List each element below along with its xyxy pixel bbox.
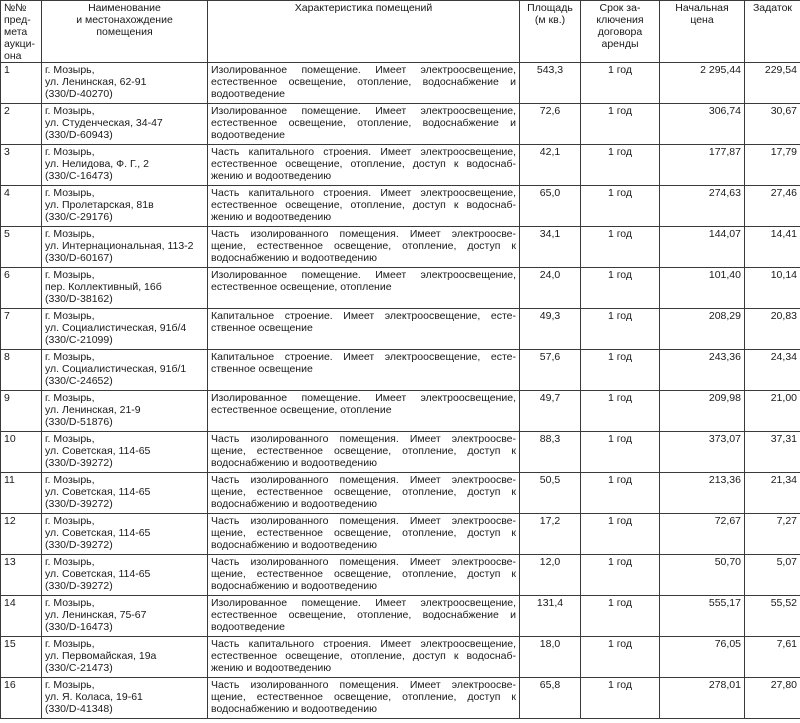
lot-number: 9 xyxy=(1,391,42,432)
lease-term: 1 год xyxy=(581,391,660,432)
location-street: пер. Коллективный, 16б xyxy=(45,281,162,293)
premises-description: Часть изолированного помещения. Имеет электроосве-щение, естественное освещение, отопление, доступ к водоснабжению и водоотведению xyxy=(208,555,520,596)
table-row xyxy=(1,63,800,104)
lease-term: 1 год xyxy=(581,596,660,637)
premises-description: Часть капитального строения. Имеет электроосвещение, естественное освещение, отопление, доступ к водоснаб-жению и водоотведению xyxy=(208,145,520,186)
location-code: (330/D-38162) xyxy=(45,293,113,305)
location-street: ул. Советская, 114-65 xyxy=(45,527,151,539)
premises-area: 49,7 xyxy=(520,391,581,432)
premises-location xyxy=(42,432,208,473)
starting-price: 76,05 xyxy=(660,637,745,678)
premises-location xyxy=(42,309,208,350)
lot-number: 11 xyxy=(1,473,42,514)
premises-area: 12,0 xyxy=(520,555,581,596)
premises-description: Изолированное помещение. Имеет электроосвещение, естественное освещение, отопление, водоснабжение и водоотведение xyxy=(208,63,520,104)
lot-number: 4 xyxy=(1,186,42,227)
location-street: ул. Социалистическая, 91б/4 xyxy=(45,322,187,334)
location-street: ул. Ленинская, 75-67 xyxy=(45,609,147,621)
table-body xyxy=(1,63,800,719)
deposit-amount: 37,31 xyxy=(745,432,800,473)
header-desc: Характеристика помещений xyxy=(208,1,520,63)
deposit-amount: 7,27 xyxy=(745,514,800,555)
lease-term: 1 год xyxy=(581,268,660,309)
starting-price: 209,98 xyxy=(660,391,745,432)
premises-area: 57,6 xyxy=(520,350,581,391)
location-street: ул. Студенческая, 34-47 xyxy=(45,117,163,129)
table-row xyxy=(1,637,800,678)
location-city: г. Мозырь, xyxy=(45,515,95,527)
deposit-amount: 21,34 xyxy=(745,473,800,514)
location-code: (330/C-24652) xyxy=(45,375,113,387)
premises-description: Часть изолированного помещения. Имеет электроосве-щение, естественное освещение, отопление, доступ к водоснабжению и водоотведению xyxy=(208,227,520,268)
starting-price: 278,01 xyxy=(660,678,745,719)
premises-location xyxy=(42,678,208,719)
starting-price: 72,67 xyxy=(660,514,745,555)
starting-price: 555,17 xyxy=(660,596,745,637)
location-city: г. Мозырь, xyxy=(45,64,95,76)
premises-location xyxy=(42,637,208,678)
lot-number: 14 xyxy=(1,596,42,637)
starting-price: 208,29 xyxy=(660,309,745,350)
lease-term: 1 год xyxy=(581,514,660,555)
lot-number: 7 xyxy=(1,309,42,350)
premises-description: Изолированное помещение. Имеет электроосвещение, естественное освещение, отопление xyxy=(208,268,520,309)
starting-price: 213,36 xyxy=(660,473,745,514)
lease-term: 1 год xyxy=(581,555,660,596)
lease-term: 1 год xyxy=(581,350,660,391)
location-street: ул. Советская, 114-65 xyxy=(45,486,151,498)
lot-number: 12 xyxy=(1,514,42,555)
header-price: Начальная цена xyxy=(660,1,745,63)
location-city: г. Мозырь, xyxy=(45,392,95,404)
premises-description: Капитальное строение. Имеет электроосвещение, есте-ственное освещение xyxy=(208,309,520,350)
premises-area: 543,3 xyxy=(520,63,581,104)
location-city: г. Мозырь, xyxy=(45,228,95,240)
location-code: (330/D-51876) xyxy=(45,416,113,428)
premises-location xyxy=(42,350,208,391)
location-city: г. Мозырь, xyxy=(45,597,95,609)
starting-price: 101,40 xyxy=(660,268,745,309)
lease-term: 1 год xyxy=(581,104,660,145)
premises-location xyxy=(42,104,208,145)
header-deposit: Задаток xyxy=(745,1,800,63)
premises-area: 49,3 xyxy=(520,309,581,350)
lot-number: 16 xyxy=(1,678,42,719)
header-term: Срок за- ключения договора аренды xyxy=(581,1,660,63)
deposit-amount: 24,34 xyxy=(745,350,800,391)
location-street: ул. Ленинская, 21-9 xyxy=(45,404,141,416)
location-street: ул. Ленинская, 62-91 xyxy=(45,76,147,88)
deposit-amount: 10,14 xyxy=(745,268,800,309)
location-code: (330/C-16473) xyxy=(45,170,113,182)
starting-price: 2 295,44 xyxy=(660,63,745,104)
location-code: (330/D-16473) xyxy=(45,621,113,633)
premises-location xyxy=(42,596,208,637)
header-area: Площадь (м кв.) xyxy=(520,1,581,63)
lot-number: 10 xyxy=(1,432,42,473)
table-row xyxy=(1,186,800,227)
location-city: г. Мозырь, xyxy=(45,433,95,445)
location-code: (330/D-41348) xyxy=(45,703,113,715)
lease-term: 1 год xyxy=(581,227,660,268)
location-city: г. Мозырь, xyxy=(45,351,95,363)
premises-area: 24,0 xyxy=(520,268,581,309)
lot-number: 6 xyxy=(1,268,42,309)
location-code: (330/D-60167) xyxy=(45,252,113,264)
premises-description: Часть изолированного помещения. Имеет электроосве-щение, естественное освещение, отопление, доступ к водоснабжению и водоотведению xyxy=(208,473,520,514)
premises-area: 72,6 xyxy=(520,104,581,145)
starting-price: 144,07 xyxy=(660,227,745,268)
deposit-amount: 229,54 xyxy=(745,63,800,104)
premises-location xyxy=(42,63,208,104)
lease-term: 1 год xyxy=(581,63,660,104)
location-street: ул. Советская, 114-65 xyxy=(45,445,151,457)
location-city: г. Мозырь, xyxy=(45,187,95,199)
header-num: №№ пред- мета аукци- она xyxy=(1,1,42,63)
premises-area: 18,0 xyxy=(520,637,581,678)
lot-number: 5 xyxy=(1,227,42,268)
premises-description: Часть изолированного помещения. Имеет электроосве-щение, естественное освещение, отопление, доступ к водоснабжению и водоотведению xyxy=(208,432,520,473)
location-street: ул. Советская, 114-65 xyxy=(45,568,151,580)
lease-term: 1 год xyxy=(581,186,660,227)
premises-description: Капитальное строение. Имеет электроосвещение, есте-ственное освещение xyxy=(208,350,520,391)
premises-location xyxy=(42,186,208,227)
deposit-amount: 14,41 xyxy=(745,227,800,268)
premises-description: Часть изолированного помещения. Имеет электроосве-щение, естественное освещение, отопление, доступ к водоснабжению и водоотведению xyxy=(208,514,520,555)
lot-number: 13 xyxy=(1,555,42,596)
premises-location xyxy=(42,227,208,268)
location-code: (330/C-21099) xyxy=(45,334,113,346)
premises-location xyxy=(42,268,208,309)
table-row xyxy=(1,268,800,309)
premises-location xyxy=(42,391,208,432)
starting-price: 50,70 xyxy=(660,555,745,596)
location-code: (330/D-60943) xyxy=(45,129,113,141)
location-street: ул. Интернациональная, 113-2 xyxy=(45,240,194,252)
premises-description: Часть капитального строения. Имеет электроосвещение, естественное освещение, отопление, доступ к водоснаб-жению и водоотведению xyxy=(208,637,520,678)
location-city: г. Мозырь, xyxy=(45,474,95,486)
deposit-amount: 20,83 xyxy=(745,309,800,350)
premises-description: Изолированное помещение. Имеет электроосвещение, естественное освещение, отопление, водоснабжение и водоотведение xyxy=(208,104,520,145)
deposit-amount: 21,00 xyxy=(745,391,800,432)
premises-description: Часть капитального строения. Имеет электроосвещение, естественное освещение, отопление, доступ к водоснаб-жению и водоотведению xyxy=(208,186,520,227)
table-header xyxy=(1,1,800,63)
lease-term: 1 год xyxy=(581,678,660,719)
premises-location xyxy=(42,473,208,514)
location-city: г. Мозырь, xyxy=(45,638,95,650)
premises-area: 65,8 xyxy=(520,678,581,719)
location-city: г. Мозырь, xyxy=(45,269,95,281)
location-city: г. Мозырь, xyxy=(45,679,95,691)
premises-area: 34,1 xyxy=(520,227,581,268)
lease-term: 1 год xyxy=(581,637,660,678)
location-city: г. Мозырь, xyxy=(45,556,95,568)
location-street: ул. Социалистическая, 91б/1 xyxy=(45,363,187,375)
premises-description: Изолированное помещение. Имеет электроосвещение, естественное освещение, отопление xyxy=(208,391,520,432)
table-row xyxy=(1,514,800,555)
deposit-amount: 27,46 xyxy=(745,186,800,227)
premises-area: 50,5 xyxy=(520,473,581,514)
premises-location xyxy=(42,145,208,186)
deposit-amount: 7,61 xyxy=(745,637,800,678)
location-street: ул. Первомайская, 19а xyxy=(45,650,157,662)
premises-area: 65,0 xyxy=(520,186,581,227)
lease-term: 1 год xyxy=(581,145,660,186)
location-code: (330/D-39272) xyxy=(45,539,113,551)
table-row xyxy=(1,473,800,514)
table-row xyxy=(1,227,800,268)
starting-price: 306,74 xyxy=(660,104,745,145)
location-street: ул. Пролетарская, 81в xyxy=(45,199,154,211)
location-code: (330/C-29176) xyxy=(45,211,113,223)
deposit-amount: 5,07 xyxy=(745,555,800,596)
table-row xyxy=(1,391,800,432)
premises-location xyxy=(42,555,208,596)
table-row xyxy=(1,145,800,186)
table-row xyxy=(1,555,800,596)
deposit-amount: 27,80 xyxy=(745,678,800,719)
lease-term: 1 год xyxy=(581,473,660,514)
premises-area: 17,2 xyxy=(520,514,581,555)
premises-location xyxy=(42,514,208,555)
location-code: (330/C-21473) xyxy=(45,662,113,674)
starting-price: 373,07 xyxy=(660,432,745,473)
location-city: г. Мозырь, xyxy=(45,310,95,322)
premises-description: Часть изолированного помещения. Имеет электроосве-щение, естественное освещение, отопление, доступ к водоснабжению и водоотведению xyxy=(208,678,520,719)
premises-area: 42,1 xyxy=(520,145,581,186)
lot-number: 3 xyxy=(1,145,42,186)
table-row xyxy=(1,350,800,391)
premises-area: 88,3 xyxy=(520,432,581,473)
table-row xyxy=(1,104,800,145)
lot-number: 8 xyxy=(1,350,42,391)
lot-number: 1 xyxy=(1,63,42,104)
location-code: (330/D-39272) xyxy=(45,457,113,469)
deposit-amount: 17,79 xyxy=(745,145,800,186)
location-street: ул. Я. Коласа, 19-61 xyxy=(45,691,143,703)
starting-price: 177,87 xyxy=(660,145,745,186)
starting-price: 243,36 xyxy=(660,350,745,391)
table-row xyxy=(1,596,800,637)
location-code: (330/D-39272) xyxy=(45,498,113,510)
header-name: Наименование и местонахождение помещения xyxy=(42,1,208,63)
starting-price: 274,63 xyxy=(660,186,745,227)
deposit-amount: 55,52 xyxy=(745,596,800,637)
location-code: (330/D-40270) xyxy=(45,88,113,100)
table-row xyxy=(1,432,800,473)
premises-description: Изолированное помещение. Имеет электроосвещение, естественное освещение, отопление, водоснабжение и водоотведение xyxy=(208,596,520,637)
location-city: г. Мозырь, xyxy=(45,146,95,158)
lease-term: 1 год xyxy=(581,309,660,350)
location-street: ул. Нелидова, Ф. Г., 2 xyxy=(45,158,149,170)
deposit-amount: 30,67 xyxy=(745,104,800,145)
table-row xyxy=(1,678,800,719)
premises-area: 131,4 xyxy=(520,596,581,637)
lot-number: 15 xyxy=(1,637,42,678)
location-code: (330/D-39272) xyxy=(45,580,113,592)
table-row xyxy=(1,309,800,350)
lease-term: 1 год xyxy=(581,432,660,473)
lot-number: 2 xyxy=(1,104,42,145)
location-city: г. Мозырь, xyxy=(45,105,95,117)
